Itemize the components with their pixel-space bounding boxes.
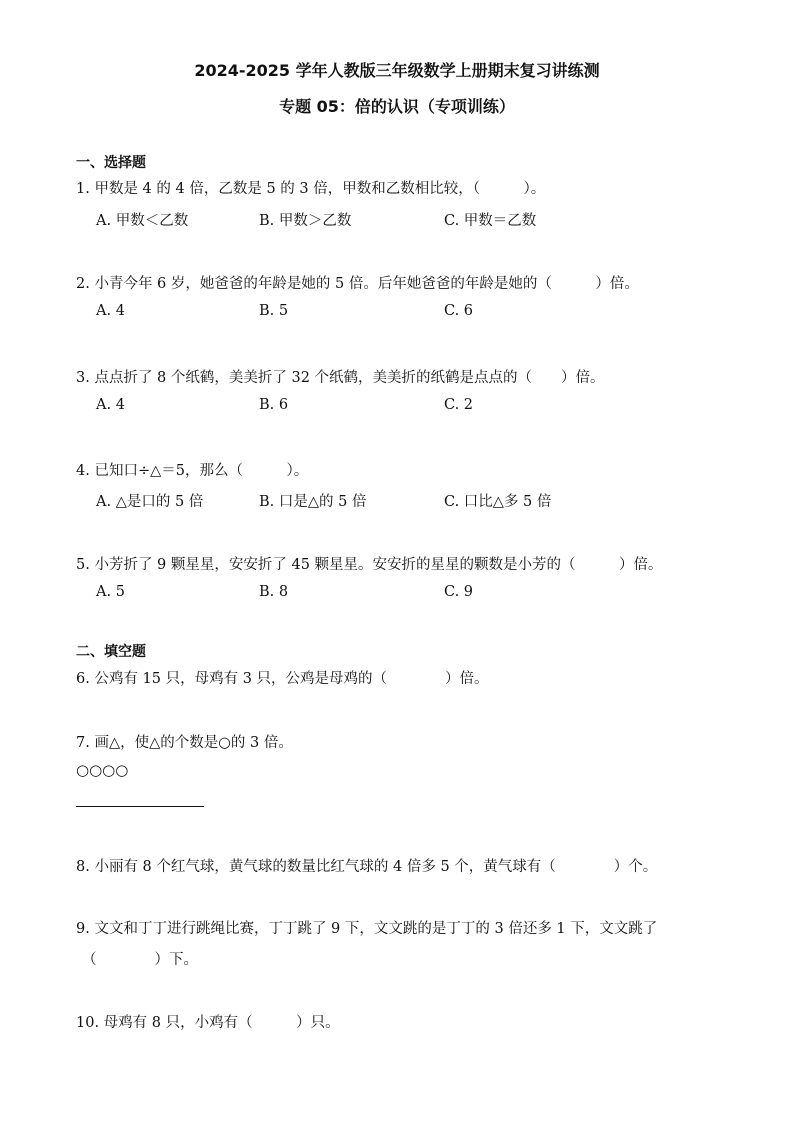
question-5: 5. 小芳折了 9 颗星星，安安折了 45 颗星星。安安折的星星的颗数是小芳的（ ）倍。 (76, 557, 663, 573)
question-1-option-b: B. 甲数＞乙数 (259, 213, 352, 229)
question-5-option-c: C. 9 (444, 584, 474, 600)
question-4-option-a: A. △是口的 5 倍 (96, 494, 204, 510)
question-3-option-b: B. 6 (259, 397, 289, 413)
question-1-option-a: A. 甲数＜乙数 (96, 213, 189, 229)
question-2-option-c: C. 6 (444, 303, 474, 319)
question-2: 2. 小青今年 6 岁，她爸爸的年龄是她的 5 倍。后年她爸爸的年龄是她的（ ）倍。 (76, 276, 639, 292)
document-title: 2024-2025 学年人教版三年级数学上册期末复习讲练测 (194, 61, 600, 80)
question-5-option-b: B. 8 (259, 584, 289, 600)
question-10: 10. 母鸡有 8 只，小鸡有（ ）只。 (76, 1015, 340, 1031)
question-3-option-c: C. 2 (444, 397, 474, 413)
question-7-circles: ○○○○ (76, 761, 129, 779)
question-9: 9. 文文和丁丁进行跳绳比赛，丁丁跳了 9 下，文文跳的是丁丁的 3 倍还多 1 下，文文跳了 (76, 921, 658, 937)
question-2-option-a: A. 4 (96, 303, 125, 319)
question-4: 4. 已知口÷△＝5，那么（ ）。 (76, 463, 309, 479)
question-5-option-a: A. 5 (96, 584, 125, 600)
question-9-continuation: （ ）下。 (82, 952, 198, 968)
question-7: 7. 画△，使△的个数是○的 3 倍。 (76, 735, 293, 751)
question-3-option-a: A. 4 (96, 397, 125, 413)
section-choice-heading: 一、选择题 (76, 155, 146, 171)
question-2-option-b: B. 5 (259, 303, 289, 319)
question-3: 3. 点点折了 8 个纸鹤，美美折了 32 个纸鹤，美美折的纸鹤是点点的（ ）倍。 (76, 370, 605, 386)
question-1: 1. 甲数是 4 的 4 倍，乙数是 5 的 3 倍，甲数和乙数相比较，（ ）。 (76, 181, 546, 197)
question-4-option-c: C. 口比△多 5 倍 (444, 494, 552, 510)
section-fill-heading: 二、填空题 (76, 644, 146, 660)
question-6: 6. 公鸡有 15 只，母鸡有 3 只，公鸡是母鸡的（ ）倍。 (76, 671, 489, 687)
question-4-option-b: B. 口是△的 5 倍 (259, 494, 367, 510)
answer-line (76, 806, 204, 807)
question-8: 8. 小丽有 8 个红气球，黄气球的数量比红气球的 4 倍多 5 个，黄气球有（ ）个。 (76, 859, 658, 875)
document-subtitle: 专题 05：倍的认识（专项训练） (279, 97, 515, 116)
question-1-option-c: C. 甲数＝乙数 (444, 213, 537, 229)
